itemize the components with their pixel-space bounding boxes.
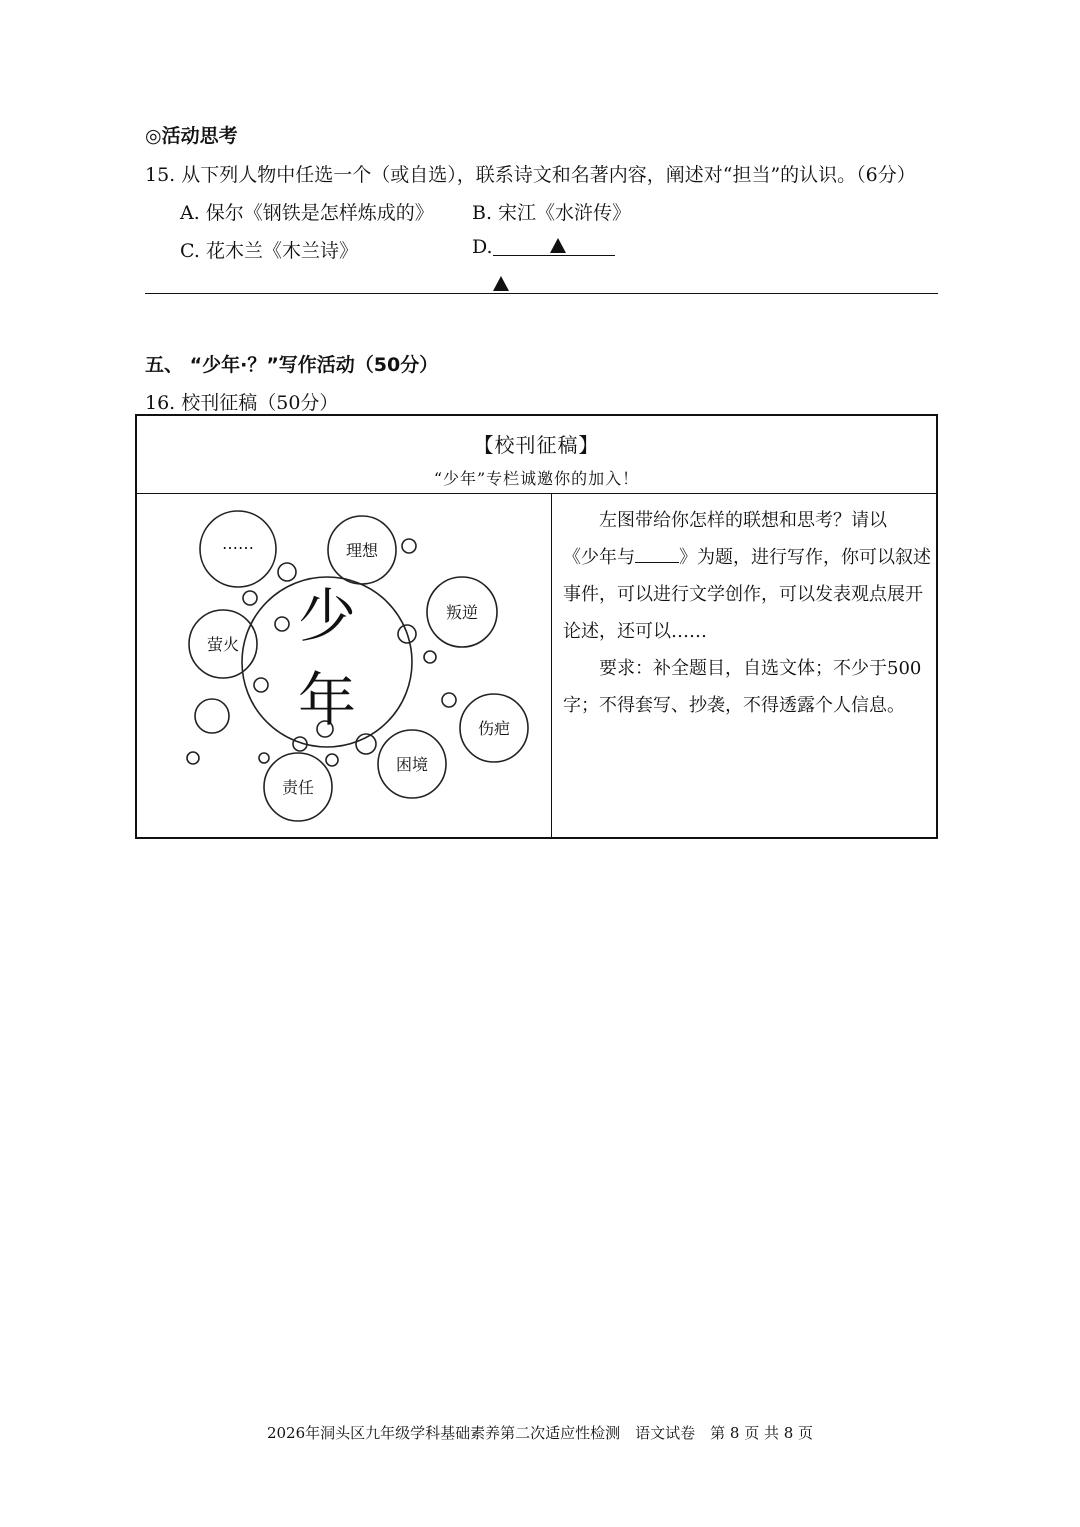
- prompt-requirement: 要求：补全题目，自选文体；不少于500字；不得套写、抄袭，不得透露个人信息。: [563, 658, 922, 716]
- section-heading-activity: ◎活动思考: [145, 125, 238, 147]
- answer-line[interactable]: [145, 293, 938, 294]
- title-blank[interactable]: [635, 544, 679, 563]
- bubble-scar-label: 伤疤: [477, 719, 511, 738]
- small-bubble: [187, 752, 199, 764]
- prompt-title-prefix: 《少年与: [563, 547, 635, 568]
- prompt-line-1: 左图带给你怎样的联想和思考？请以: [599, 510, 887, 531]
- small-bubble: [195, 699, 229, 733]
- small-bubble: [326, 754, 338, 766]
- contest-box: [135, 414, 938, 839]
- bubble-ellipsis-label: ……: [222, 534, 254, 553]
- option-a: A. 保尔《钢铁是怎样炼成的》: [180, 202, 434, 224]
- contest-box-title: 【校刊征稿】: [473, 433, 600, 457]
- bubble-ideal-label: 理想: [345, 541, 379, 560]
- answer-line-triangle-icon: [493, 276, 509, 291]
- option-d: D.: [472, 236, 493, 258]
- small-bubble: [442, 693, 456, 707]
- small-bubble: [275, 617, 289, 631]
- prompt-line-2: [563, 539, 935, 650]
- writing-prompt: [563, 502, 935, 724]
- word-bubble-diagram: [137, 494, 551, 839]
- question-15-stem: 15. 从下列人物中任选一个（或自选），联系诗文和名著内容，阐述对“担当”的认识。（6分）: [145, 164, 916, 186]
- section-5-title: 五、 “少年·？”写作活动（50分）: [145, 354, 439, 376]
- small-bubble: [254, 678, 268, 692]
- bubble-firefly-label: 萤火: [206, 635, 240, 654]
- center-char-2: 年: [297, 666, 357, 734]
- small-bubble: [259, 753, 269, 763]
- contest-box-header: [137, 416, 936, 494]
- contest-box-divider: [551, 494, 552, 839]
- bubble-rebellion-label: 叛逆: [445, 603, 479, 622]
- option-b: B. 宋江《水浒传》: [472, 202, 632, 224]
- question-16-title: 16. 校刊征稿（50分）: [145, 392, 339, 414]
- bubble-responsibility-label: 责任: [281, 778, 315, 797]
- prompt-title-suffix: 》为题，进行写作，你可以叙述事件，可以进行文学创作，可以发表观点展开论述，还可以……: [563, 547, 931, 642]
- small-bubble: [402, 539, 416, 553]
- option-c: C. 花木兰《木兰诗》: [180, 240, 358, 262]
- small-bubble: [424, 651, 436, 663]
- small-bubble: [278, 563, 296, 581]
- bubble-predicament-label: 困境: [395, 755, 429, 774]
- answer-triangle-icon: [550, 238, 566, 253]
- page-footer: 2026年洞头区九年级学科基础素养第二次适应性检测 语文试卷 第 8 页 共 8 页: [266, 1424, 814, 1442]
- contest-box-subtitle: “少年”专栏诚邀你的加入！: [433, 469, 640, 488]
- small-bubble: [243, 591, 257, 605]
- center-char-1: 少: [297, 582, 357, 650]
- option-d-blank[interactable]: [493, 255, 615, 256]
